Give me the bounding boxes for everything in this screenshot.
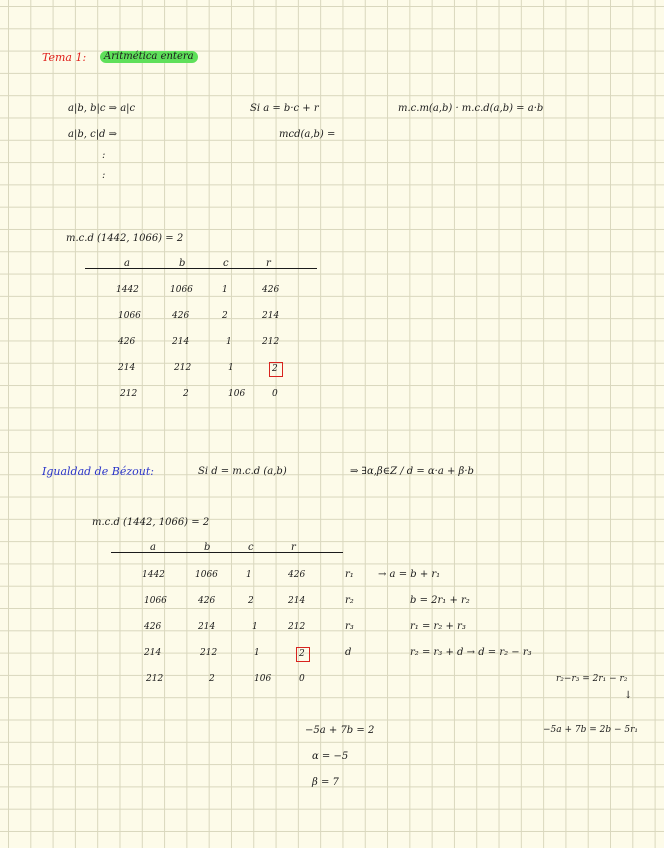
table2-cell: 1 [254,648,260,658]
result-beta: β = 7 [312,777,339,788]
table2-rule [111,552,343,553]
table2-cell: 1 [246,570,252,580]
derivation-line: r₂ = r₃ + d → d = r₂ − r₃ [410,647,532,658]
bezout-condition: Si d = m.c.d (a,b) [198,466,287,477]
table1-cell: 1 [228,363,234,373]
result-equation: −5a + 7b = 2 [305,725,375,736]
table1-cell: 426 [172,311,190,321]
table1-cell: 0 [272,389,278,399]
table2-cell: 0 [299,674,305,684]
note-mcd: mcd(a,b) = [279,129,336,140]
derivation-line: b = 2r₁ + r₂ [410,595,470,606]
table1-cell: 1066 [170,285,193,295]
note-mcm-identity: m.c.m(a,b) · m.c.d(a,b) = a·b [398,103,544,114]
bezout-label: Igualdad de Bézout: [42,465,154,478]
table2-heading: m.c.d (1442, 1066) = 2 [92,517,210,528]
derivation-line: r₁ = r₂ + r₃ [410,621,466,632]
table1-cell: 212 [174,363,192,373]
table1-rule [85,268,317,269]
table2-cell: 426 [144,622,162,632]
note-dots-1: : [102,150,106,161]
side-top: r₂−r₃ = 2r₁ − r₂ [556,674,628,684]
table2-cell: 426 [288,570,306,580]
table2-header-a: a [150,542,156,553]
bezout-implies: ⇒ ∃α,β∈Z / d = α·a + β·b [350,466,474,477]
table2-header-b: b [204,542,211,553]
table1-cell: 212 [262,337,280,347]
table1-cell: 426 [118,337,136,347]
side-bottom: −5a + 7b = 2b − 5r₁ [543,725,639,735]
table2-cell: 214 [288,596,306,606]
note-divisibility-1: a|b, b|c ⇒ a|c [68,103,136,114]
table1-cell: 214 [118,363,136,373]
table1-cell: 2 [183,389,189,399]
remainder-tag: r₁ [345,569,354,580]
table2-header-r: r [291,542,296,553]
table1-cell: 1442 [116,285,139,295]
derivation-line: → a = b + r₁ [378,569,441,580]
remainder-tag: d [345,647,352,658]
table2-cell: 212 [288,622,306,632]
table2-cell: 2 [209,674,215,684]
side-arrow: ↓ [624,690,633,701]
table2-cell: 426 [198,596,216,606]
table2-cell: 1066 [144,596,167,606]
remainder-tag: r₃ [345,621,354,632]
title-topic: Aritmética entera [100,51,198,63]
table2-cell: 1442 [142,570,165,580]
table1-cell: 214 [172,337,190,347]
table1-header-c: c [223,258,229,269]
table1-cell: 426 [262,285,280,295]
table1-cell: 106 [228,389,246,399]
table1-cell: 1 [226,337,232,347]
table1-cell: 214 [262,311,280,321]
note-dots-2: : [102,170,106,181]
table2-header-c: c [248,542,254,553]
table1-cell: 1066 [118,311,141,321]
title-label: Tema 1: [42,51,87,64]
table1-cell: 2 [222,311,228,321]
table2-cell: 1 [252,622,258,632]
result-alpha: α = −5 [312,751,349,762]
table2-cell: 106 [254,674,272,684]
note-division: Si a = b·c + r [250,103,319,114]
table2-cell: 214 [198,622,216,632]
table2-cell: 212 [200,648,218,658]
table1-cell: 212 [120,389,138,399]
table2-cell: 2 [299,649,305,659]
table1-header-b: b [179,258,186,269]
remainder-tag: r₂ [345,595,354,606]
table1-cell: 2 [272,364,278,374]
table2-cell: 1066 [195,570,218,580]
table1-header-a: a [124,258,130,269]
note-divisibility-2: a|b, c|d ⇒ [68,129,118,140]
table2-cell: 214 [144,648,162,658]
table1-heading: m.c.d (1442, 1066) = 2 [66,233,184,244]
table1-cell: 1 [222,285,228,295]
table2-cell: 2 [248,596,254,606]
table1-header-r: r [266,258,271,269]
table2-cell: 212 [146,674,164,684]
